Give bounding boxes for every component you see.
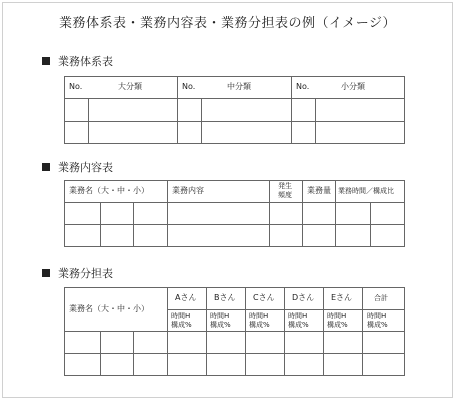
allocation-sub-hours: 時間H: [327, 312, 347, 320]
content-table: [64, 180, 405, 247]
system-no-header-1: No.: [69, 82, 83, 91]
section-heading-system-label: 業務体系表: [58, 55, 113, 68]
content-frequency-header-line1: 発生: [278, 182, 292, 190]
allocation-total-header: 合計: [374, 294, 388, 302]
system-table: [64, 76, 405, 144]
system-middle-header: 中分類: [227, 82, 251, 91]
allocation-sub-ratio: 構成%: [367, 321, 388, 329]
allocation-table: [64, 287, 405, 376]
allocation-name-header: 業務名（大・中・小）: [69, 304, 149, 313]
allocation-person-header: Bさん: [214, 293, 236, 302]
content-frequency-header-line2: 頻度: [278, 191, 292, 199]
allocation-sub-ratio: 構成%: [249, 321, 270, 329]
allocation-sub-hours: 時間H: [171, 312, 191, 320]
system-major-header: 大分類: [118, 82, 142, 91]
allocation-sub-hours: 時間H: [367, 312, 387, 320]
section-heading-allocation: [42, 265, 113, 281]
allocation-person-header: Cさん: [253, 293, 275, 302]
content-time-ratio-header: 業務時間／構成比: [338, 187, 394, 195]
section-heading-content: [42, 159, 113, 175]
bullet-square-icon: [42, 163, 50, 171]
section-heading-content-label: 業務内容表: [58, 161, 113, 174]
allocation-sub-ratio: 構成%: [210, 321, 231, 329]
allocation-sub-hours: 時間H: [249, 312, 269, 320]
allocation-sub-ratio: 構成%: [171, 321, 192, 329]
system-no-header-3: No.: [296, 82, 310, 91]
bullet-square-icon: [42, 269, 50, 277]
bullet-square-icon: [42, 57, 50, 65]
content-detail-header: 業務内容: [172, 186, 204, 195]
page-title: 業務体系表・業務内容表・業務分担表の例（イメージ）: [58, 16, 397, 31]
system-no-header-2: No.: [182, 82, 196, 91]
content-name-header: 業務名（大・中・小）: [69, 186, 149, 195]
allocation-sub-hours: 時間H: [288, 312, 308, 320]
system-minor-header: 小分類: [341, 82, 365, 91]
allocation-person-header: Eさん: [331, 293, 353, 302]
allocation-sub-hours: 時間H: [210, 312, 230, 320]
section-heading-system: [42, 53, 113, 69]
allocation-sub-ratio: 構成%: [288, 321, 309, 329]
allocation-person-header: Dさん: [292, 293, 315, 302]
allocation-person-header: Aさん: [175, 293, 197, 302]
section-heading-allocation-label: 業務分担表: [58, 267, 113, 280]
content-volume-header: 業務量: [307, 186, 331, 195]
allocation-sub-ratio: 構成%: [327, 321, 348, 329]
